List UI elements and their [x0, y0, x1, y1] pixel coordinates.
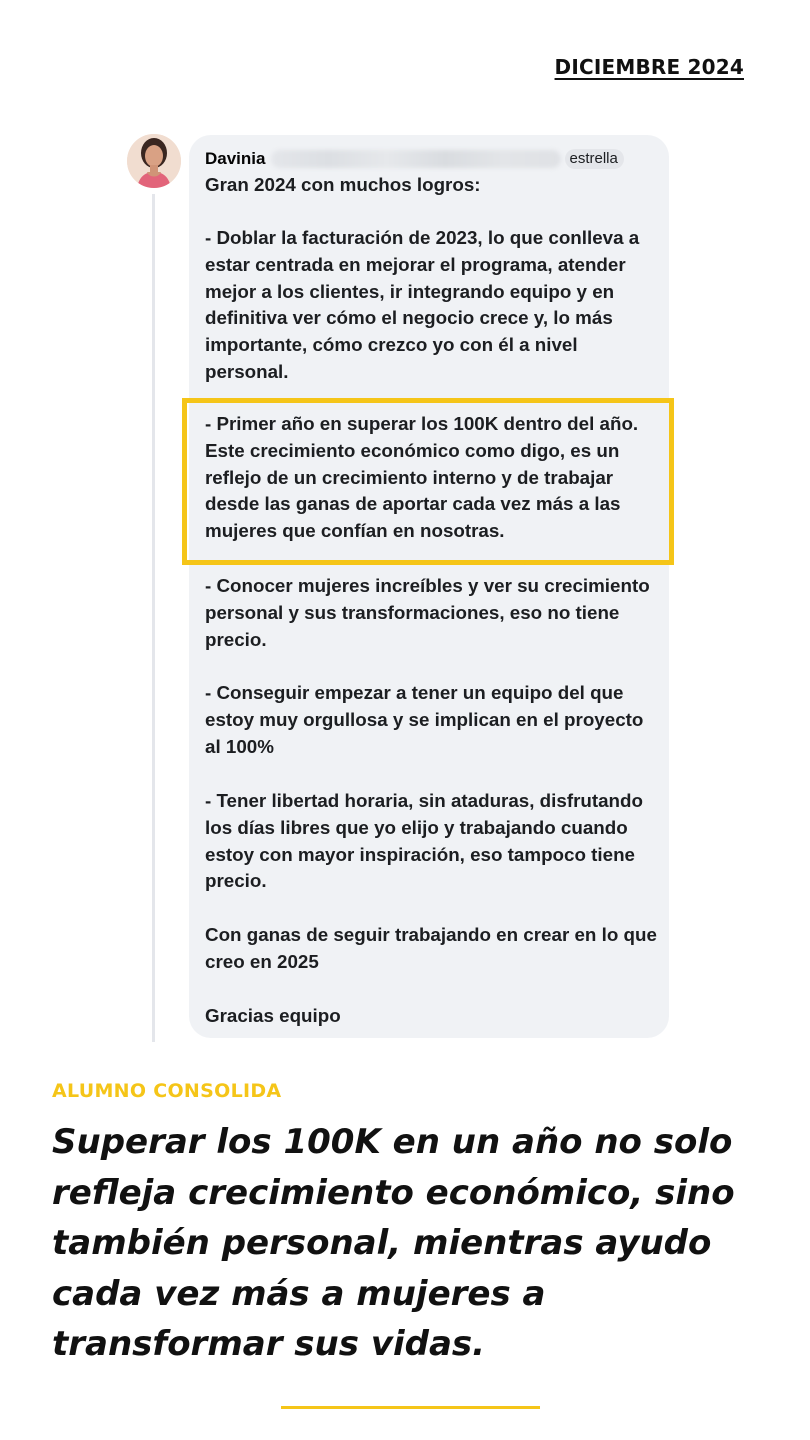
- comment-paragraph-team: - Conseguir empezar a tener un equipo del que estoy muy orgullosa y se implican en el proyecto al 100%: [205, 682, 644, 757]
- comment-paragraph-freedom: - Tener libertad horaria, sin ataduras, disfrutando los días libres que yo elijo y trabajando cuando estoy con mayor inspiración, eso tampoco tiene precio.: [205, 790, 643, 892]
- redacted-name: [271, 150, 561, 168]
- comment-author-row: [205, 146, 624, 172]
- comment-paragraph-intro: Gran 2024 con muchos logros:: [205, 174, 481, 195]
- author-name[interactable]: Davinia: [205, 149, 266, 168]
- comment-paragraph-women: - Conocer mujeres increíbles y ver su crecimiento personal y sus transformaciones, eso no tiene precio.: [205, 575, 650, 650]
- profile-photo-icon: [127, 134, 181, 188]
- date-label: DICIEMBRE 2024: [554, 55, 744, 79]
- testimonial-quote: Superar los 100K en un año no solo refleja crecimiento económico, sino también personal, mientras ayudo cada vez más a mujeres a transformar sus vidas.: [52, 1122, 735, 1364]
- thread-line: [152, 194, 155, 1042]
- avatar[interactable]: [127, 134, 181, 188]
- comment-paragraph-billing: - Doblar la facturación de 2023, lo que conlleva a estar centrada en mejorar el programa, atender mejor a los clientes, ir integrando equipo y en definitiva ver cómo el negocio crece y, lo más importante, cómo crezco yo con él a nivel personal.: [205, 227, 640, 382]
- comment-paragraph-100k: - Primer año en superar los 100K dentro del año. Este crecimiento económico como digo, es un reflejo de un crecimiento interno y de trabajar desde las ganas de aportar cada vez más a las mujeres que confían en nosotras.: [205, 413, 639, 542]
- divider: [281, 1406, 540, 1409]
- comment-paragraph-thanks: Gracias equipo: [205, 1005, 341, 1026]
- author-badge: estrella: [565, 149, 623, 169]
- eyebrow-label: ALUMNO CONSOLIDA: [52, 1080, 282, 1102]
- comment-paragraph-2025: Con ganas de seguir trabajando en crear en lo que creo en 2025: [205, 924, 657, 972]
